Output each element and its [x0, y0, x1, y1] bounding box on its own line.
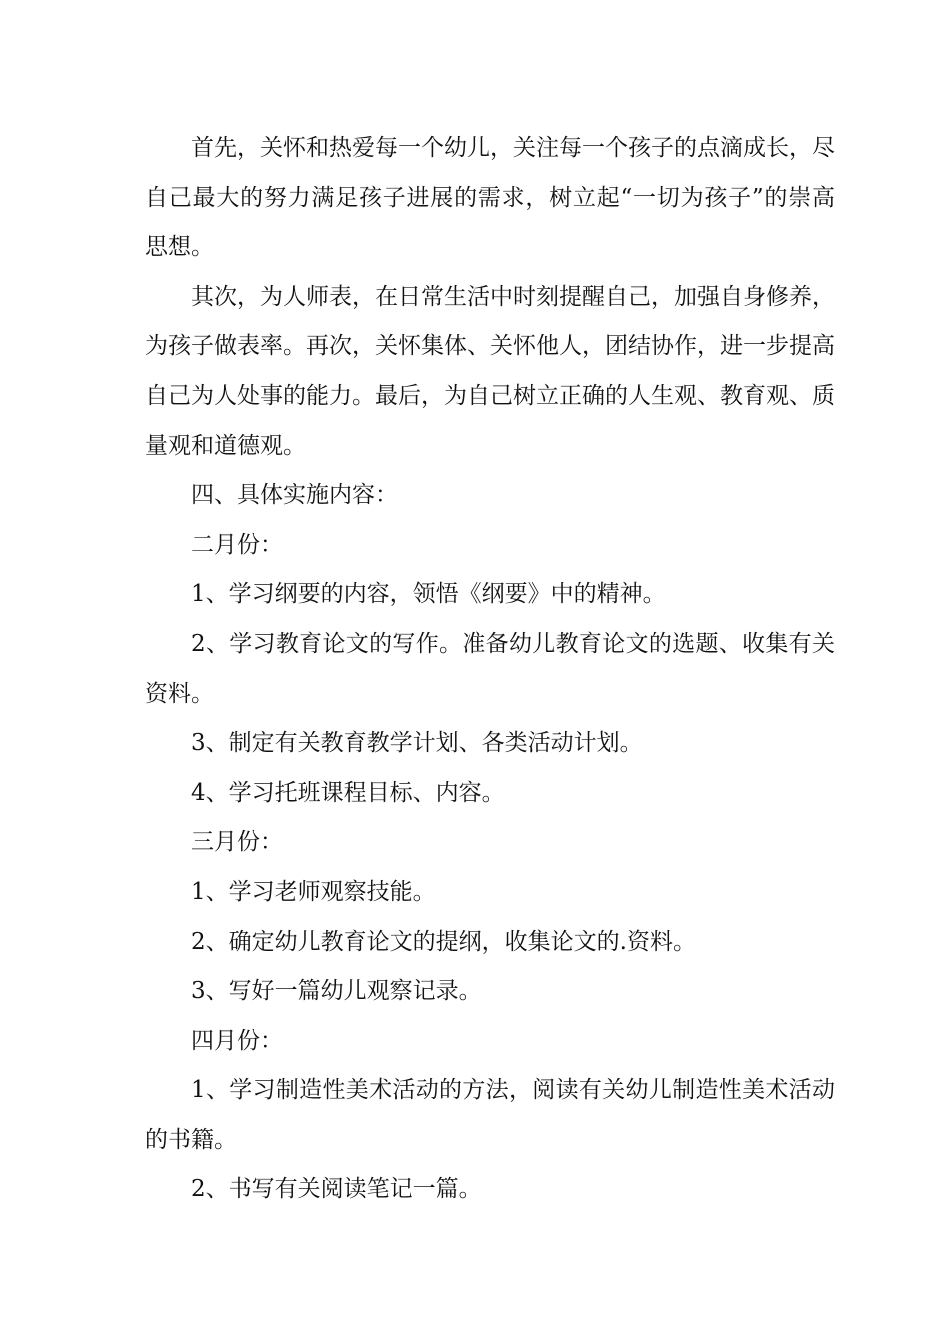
- list-item: 4、学习托班课程目标、内容。: [191, 779, 505, 806]
- paragraph-care-for-children: 首先，关怀和热爱每一个幼儿，关注每一个孩子的点滴成长，尽自己最大的努力满足孩子进展的需求，树立起“一切为孩子”的崇高思想。: [145, 135, 835, 261]
- list-item: 1、学习老师观察技能。: [191, 878, 436, 905]
- list-item: 1、学习制造性美术活动的方法，阅读有关幼儿制造性美术活动的书籍。: [145, 1077, 835, 1153]
- month-heading-april: 四月份：: [191, 1027, 283, 1054]
- list-item: 3、写好一篇幼儿观察记录。: [191, 978, 482, 1005]
- document-body: [145, 124, 835, 1215]
- list-item: 2、书写有关阅读笔记一篇。: [191, 1176, 482, 1203]
- list-item: 2、学习教育论文的写作。准备幼儿教育论文的选题、收集有关资料。: [145, 630, 835, 707]
- section-heading-implementation: 四、具体实施内容：: [191, 482, 398, 509]
- paragraph-role-model: 其次，为人师表，在日常生活中时刻提醒自己，加强自身修养，为孩子做表率。再次，关怀集体、关怀他人，团结协作，进一步提高自己为人处事的能力。最后，为自己树立正确的人生观、教育观、质量观和道德观。: [145, 283, 835, 459]
- list-item: 1、学习纲要的内容，领悟《纲要》中的精神。: [191, 581, 666, 608]
- month-heading-march: 三月份：: [191, 829, 283, 856]
- list-item: 3、制定有关教育教学计划、各类活动计划。: [191, 730, 643, 757]
- month-heading-february: 二月份：: [191, 531, 283, 558]
- list-item: 2、确定幼儿教育论文的提纲，收集论文的.资料。: [191, 928, 696, 955]
